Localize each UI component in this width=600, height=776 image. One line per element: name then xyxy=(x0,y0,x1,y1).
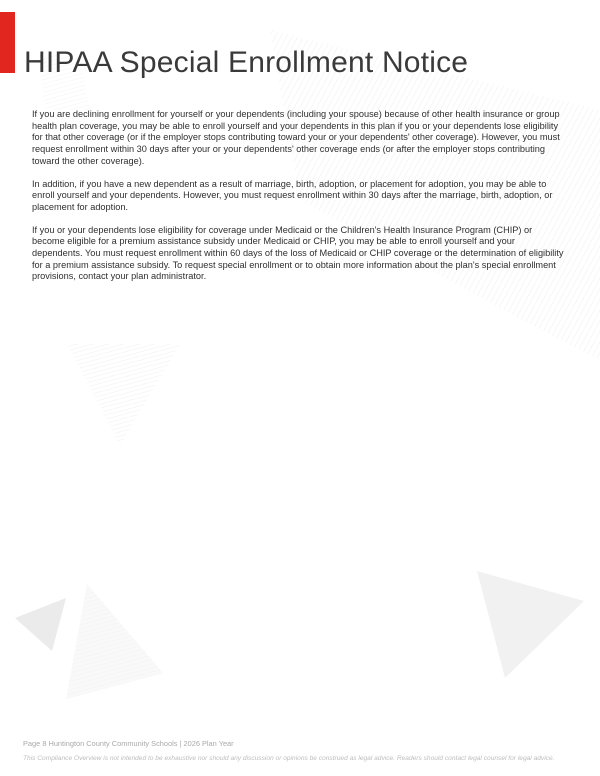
inverted-triangle-shape xyxy=(67,344,180,445)
paragraph-medicaid-chip: If you or your dependents lose eligibility for coverage under Medicaid or the Children's Health Insurance Program (CHIP) or become eligible for a premium assistance subsidy under Medicaid or CHIP, you may be able to enroll yourself and your dependents. You must request enrollment within 60 days of the loss of Medicaid or CHIP coverage or the determination of eligibility for a premium assistance subsidy. To request special enrollment or to obtain more information about the plan's special enrollment provisions, contact your plan administrator. xyxy=(32,224,564,282)
page-title: HIPAA Special Enrollment Notice xyxy=(24,46,469,80)
right-triangle-shape xyxy=(477,571,584,678)
footer-page-info: Page 8 Huntington County Community Schools | 2026 Plan Year xyxy=(23,739,234,748)
paragraph-new-dependent: In addition, if you have a new dependent as a result of marriage, birth, adoption, or placement for adoption, you may be able to enroll yourself and your dependents. However, you must request enrollment within 30 days after the marriage, birth, adoption, or placement for adoption. xyxy=(32,178,553,212)
footer-disclaimer: This Compliance Overview is not intended to be exhaustive nor should any discussion or opinions be construed as legal advice. Readers should contact legal counsel for legal advice. xyxy=(23,755,555,762)
title-accent-bar xyxy=(0,12,15,73)
small-triangle-shape xyxy=(15,598,66,651)
notice-body xyxy=(32,109,567,294)
paragraph-declining-enrollment: If you are declining enrollment for yourself or your dependents (including your spouse) because of other health insurance or group health plan coverage, you may be able to enroll yourself and your dependents in this plan if you or your dependents lose eligibility for that other coverage (or if the employer stops contributing toward your or your dependents' other coverage). However, you must request enrollment within 30 days after your or your dependents' other coverage ends (or after the employer stops contributing toward the other coverage). xyxy=(32,109,560,166)
